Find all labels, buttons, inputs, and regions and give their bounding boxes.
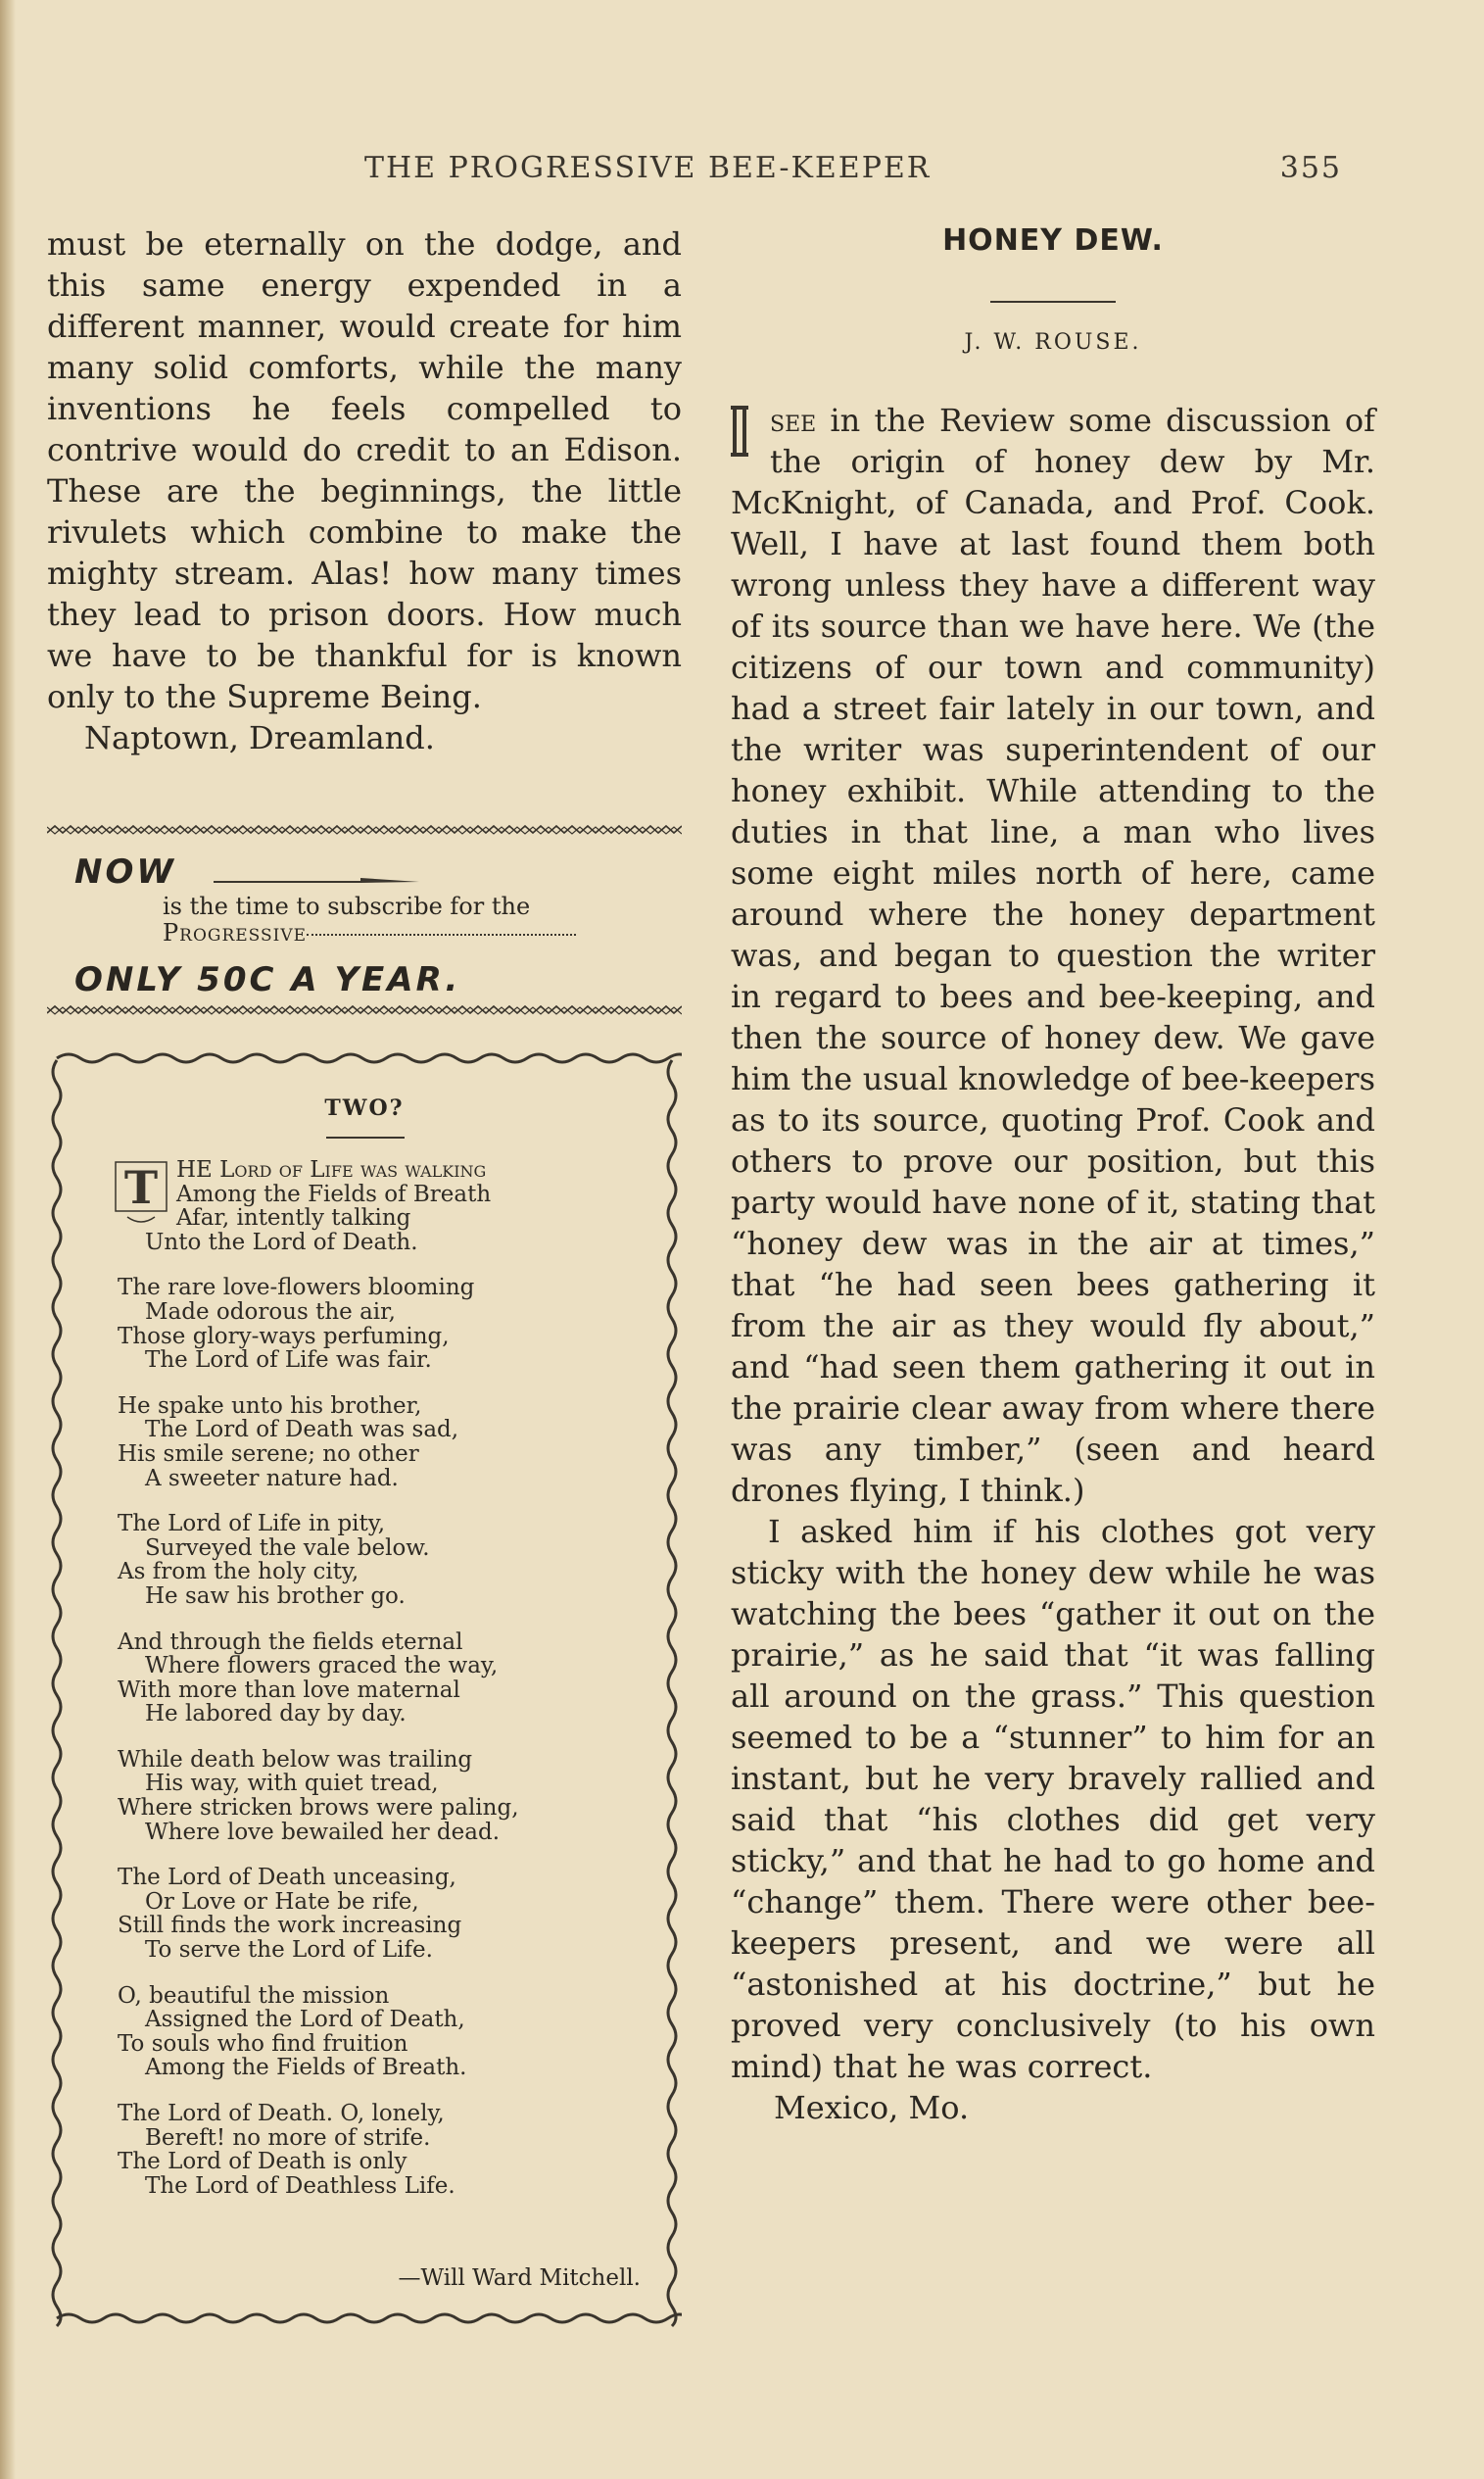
advert-pointer-line [214, 874, 419, 884]
continued-paragraph: must be eternally on the dodge, and this same energy expended in a different manner, would create for him many solid comforts, while the many inventions he feels compelled to contrive would do credit to an Edison. These are the beginnings, the little rivulets which combine to make the mighty stream. Alas! how many times they lead to prison doors. How much we have to be thankful for is known only to the Supreme Being. [47, 225, 682, 715]
poem-stanza [118, 1394, 666, 1490]
page-number: 355 [1279, 151, 1342, 185]
poem-line: With more than love maternal [118, 1677, 460, 1703]
poem-line: While death below was trailing [118, 1746, 473, 1773]
poem-line: A sweeter nature had. [145, 1465, 399, 1491]
poem-line: Still finds the work increasing [118, 1913, 462, 1939]
journal-title: THE PROGRESSIVE BEE-KEEPER [364, 151, 932, 185]
poem-line: He spake unto his brother, [118, 1392, 422, 1419]
article-paragraph-text: in the Review some discussion of the origin of honey dew by Mr. McKnight, of Canada, and Prof. Cook. Well, I have at last found them both wrong unless they have a different way of its source than we have here. We (the citizens of our town and community) had a street fair lately in our town, and the writer was superintendent of our honey exhibit. While attending to the duties in that line, a man who lives some eight miles north of here, came around where the honey department was, and began to question the writer in regard to bees and bee-keeping, and then the source of honey dew. We gave him the usual knowledge of bee-keepers as to its source, quoting Prof. Cook and others to prove our position, but this party would have none of it, stating that “honey dew was in the air at times,” that “he had seen bees gathering it from the air as they would fly about,” and “had seen them gathering it out in the prairie clear away from where there was any timber,” (seen and heard drones flying, I think.) [731, 402, 1376, 1509]
poem-line: The Lord of Death. O, lonely, [118, 2101, 445, 2126]
poem-line: Those glory-ways perfuming, [118, 1323, 450, 1349]
poem-line: Bereft! no more of strife. [145, 2124, 431, 2151]
poem-stanza [118, 1512, 666, 1608]
advert-line-2: Progressive [163, 919, 308, 947]
poem-title-rule [326, 1137, 405, 1139]
ornamental-rule-bottom [47, 1003, 682, 1017]
poem-stanza [118, 1748, 666, 1844]
poem-author: —Will Ward Mitchell. [398, 2265, 641, 2291]
poem-line: His way, with quiet tread, [145, 1771, 439, 1797]
poem-line: Assigned the Lord of Death, [145, 2007, 465, 2033]
poem-stanza [118, 1866, 666, 1962]
poem-line: HE Lord of Life was walking [176, 1157, 487, 1183]
poem-line: Afar, intently talking [176, 1205, 411, 1232]
article-title: HONEY DEW. [942, 223, 1164, 258]
poem-line: Made odorous the air, [145, 1298, 396, 1325]
article-paragraph [731, 400, 1375, 1511]
page-binding-edge [0, 0, 16, 2479]
poem-line: Where stricken brows were paling, [118, 1795, 519, 1822]
poem-body [118, 1158, 666, 2219]
advert-subscribe-text [163, 894, 576, 947]
poem-line: Or Love or Hate be rife, [145, 1888, 419, 1915]
poem-line: His smile serene; no other [118, 1440, 419, 1467]
poem-stanza [118, 1276, 666, 1372]
poem-stanza [118, 1158, 666, 1254]
poem-stanza [118, 1630, 666, 1726]
poem-line: Where love bewailed her dead. [145, 1819, 501, 1845]
article-title-rule [990, 301, 1116, 303]
advert-now-heading: NOW [74, 852, 176, 892]
article-paragraph [731, 1511, 1375, 2128]
poem-line: O, beautiful the mission [118, 1982, 390, 2009]
poem-title: TWO? [324, 1095, 405, 1121]
poem-line: The Lord of Death is only [118, 2149, 407, 2175]
article-place: Mexico, Mo. [774, 2089, 970, 2126]
subscription-advert [47, 823, 682, 1009]
poem-line: He labored day by day. [145, 1701, 407, 1727]
article-paragraph-text: I asked him if his clothes got very sticky with the honey dew while he was watching the bees “gather it out on the prairie,” as he said that “it was falling all around on the grass.” This question seemed to be a “stunner” to him for an instant, but he very bravely rallied and said that “his clothes did get very sticky,” and that he had to go home and “change” them. There were other bee-keepers present, and we were all “astonished at his doctrine,” but he proved very conclusively (to his own mind) that he was correct. [731, 1513, 1375, 2085]
poem-line: Surveyed the vale below. [145, 1534, 430, 1561]
poem-line: The Lord of Deathless Life. [145, 2172, 455, 2199]
poem-line: The Lord of Death unceasing, [118, 1865, 456, 1891]
article-byline: J. W. ROUSE. [964, 330, 1142, 355]
advert-dotted-leader [307, 934, 576, 936]
poem-line: He saw his brother go. [145, 1582, 406, 1609]
poem-line: As from the holy city, [118, 1559, 359, 1585]
ornamental-rule-top [47, 823, 682, 837]
poem-line: Among the Fields of Breath [176, 1181, 492, 1207]
right-column [731, 223, 1375, 2128]
svg-text:T: T [123, 1161, 159, 1214]
poem-box [47, 1046, 682, 2330]
poem-line: The Lord of Life was fair. [145, 1347, 432, 1374]
poem-line: Unto the Lord of Death. [145, 1229, 418, 1255]
poem-stanza [118, 1984, 666, 2080]
advert-line-1: is the time to subscribe for the [163, 893, 531, 920]
poem-line: Where flowers graced the way, [145, 1653, 499, 1679]
poem-line: The Lord of Life in pity, [118, 1511, 386, 1537]
left-column [47, 223, 682, 758]
running-header [353, 147, 1342, 196]
continued-article-text [47, 223, 682, 758]
poem-line: Among the Fields of Breath. [145, 2055, 467, 2081]
poem-line: And through the fields eternal [118, 1628, 463, 1655]
ornamental-dropcap-t [114, 1160, 168, 1225]
poem-line: To souls who find fruition [118, 2030, 408, 2057]
advert-price: ONLY 50C A YEAR. [74, 960, 461, 999]
article-lead-word: see [770, 402, 817, 439]
dropcap-i [733, 406, 746, 457]
article-body [731, 400, 1375, 2128]
poem-line: The rare love-flowers blooming [118, 1275, 475, 1301]
poem-stanza [118, 2102, 666, 2198]
poem-line: To serve the Lord of Life. [145, 1937, 433, 1964]
poem-line: The Lord of Death was sad, [145, 1417, 459, 1443]
article-signoff: Naptown, Dreamland. [84, 719, 435, 756]
